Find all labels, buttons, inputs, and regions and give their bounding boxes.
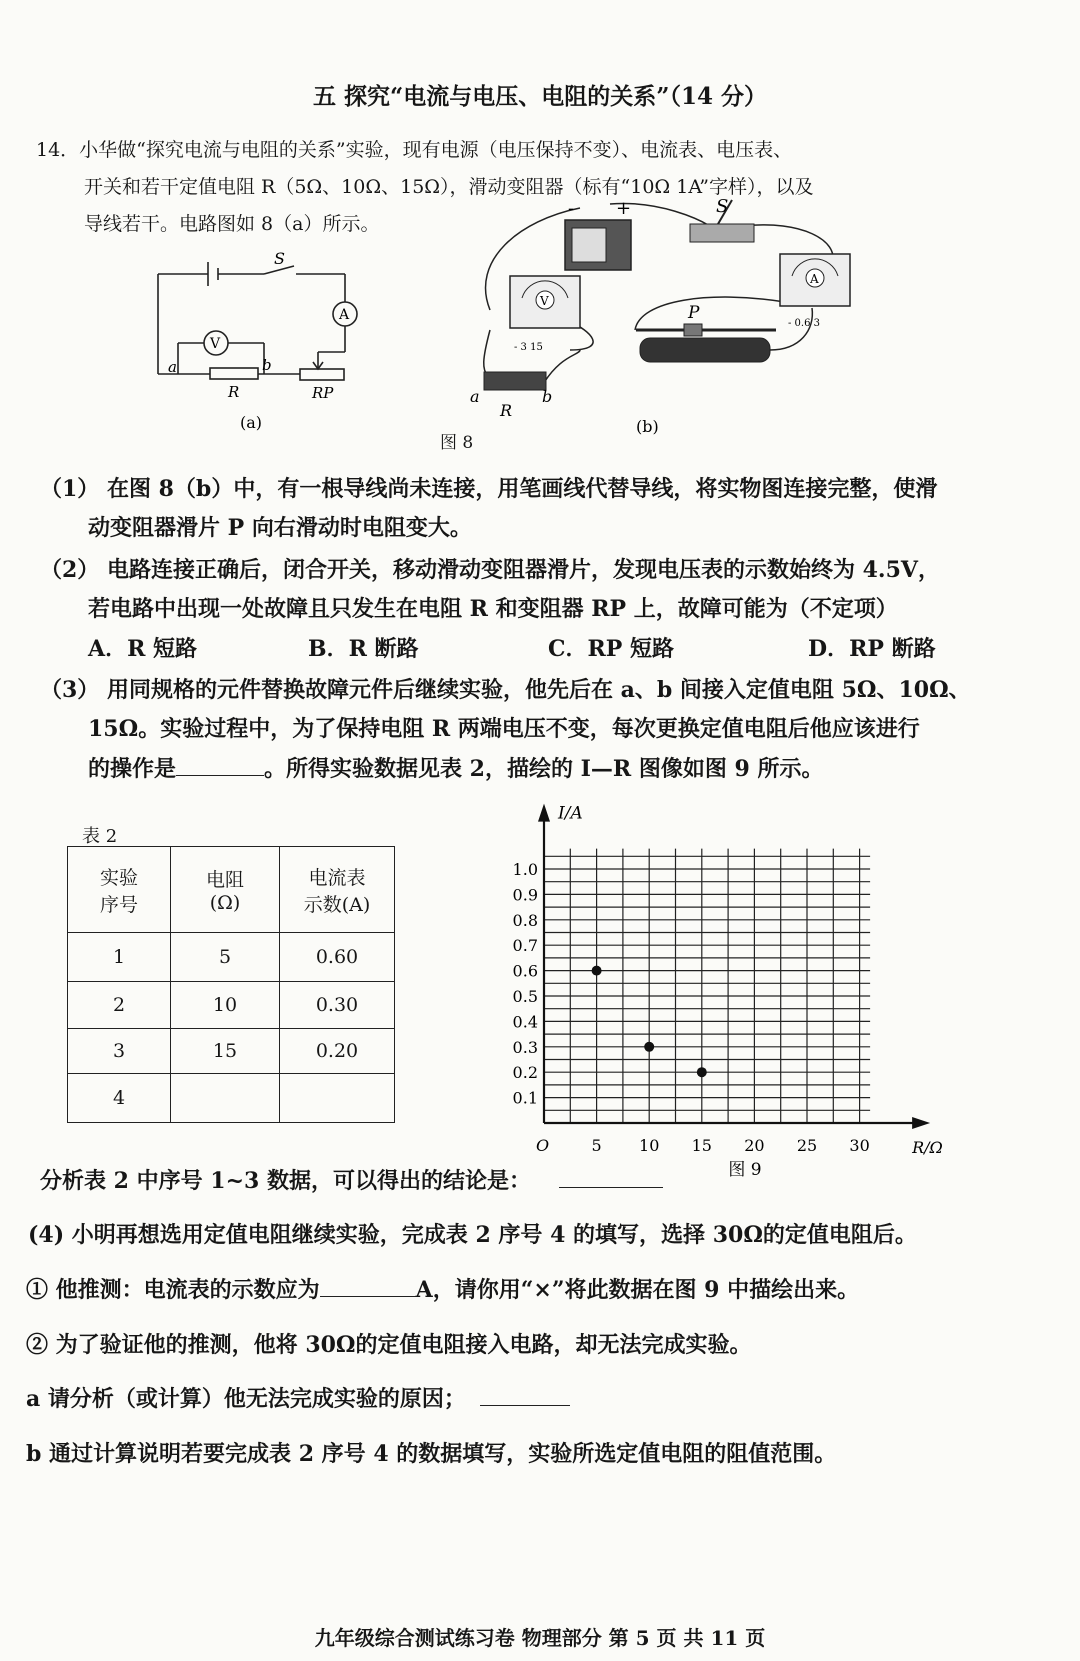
- ammeter-label-b: A: [810, 272, 819, 286]
- part4-circle-1-end: A，请你用“×”将此数据在图 9 中描绘出来。: [415, 1277, 860, 1303]
- figure-9-chart: [495, 790, 985, 1180]
- part4-line-1: (4) 小明再想选用定值电阻继续实验，完成表 2 序号 4 的填写，选择 30Ω的定值电阻后。: [28, 1222, 917, 1248]
- x-tick-label: 15: [691, 1136, 712, 1155]
- x-tick-label: 25: [796, 1136, 818, 1155]
- x-tick-label: 10: [639, 1136, 660, 1155]
- q14-line-1: 14．小华做“探究电流与电阻的关系”实验，现有电源（电压保持不变）、电流表、电压表、: [36, 139, 793, 161]
- header-current: 电流表 示数(A): [280, 847, 395, 933]
- chart-grid: [544, 849, 870, 1123]
- table-header-row: [68, 847, 395, 933]
- x-tick-label: 5: [591, 1136, 602, 1155]
- y-axis-label: I/A: [558, 803, 583, 824]
- section-title: 五 探究“电流与电压、电阻的关系”（14 分）: [313, 83, 767, 110]
- cell-trial: 4: [68, 1074, 171, 1123]
- figure-8b-caption: (b): [636, 417, 659, 436]
- option-d: D．RP 断路: [808, 636, 936, 662]
- point-a-label: a: [168, 358, 177, 376]
- analysis-text: 分析表 2 中序号 1~3 数据，可以得出的结论是：: [40, 1168, 531, 1194]
- part3-line-3: [88, 752, 824, 783]
- rheostat-icon: [640, 338, 770, 362]
- ammeter-scale: - 0.6 3: [788, 318, 821, 329]
- switch-icon: [690, 224, 754, 242]
- table-row: [68, 982, 395, 1029]
- y-tick-label: 0.8: [512, 910, 538, 930]
- ammeter-label-a: A: [339, 307, 350, 323]
- point-a-label-b: a: [470, 387, 480, 406]
- switch-label-b: S: [716, 196, 729, 217]
- answer-blank-operation[interactable]: [176, 757, 264, 776]
- point-b-label: b: [262, 356, 272, 374]
- y-tick-label: 0.3: [512, 1037, 538, 1057]
- figure-9-caption: 图 9: [728, 1160, 762, 1180]
- table-row: [68, 1029, 395, 1074]
- point-b-label-b: b: [542, 387, 553, 406]
- part1-line-1: （1） 在图 8（b）中，有一根导线尚未连接，用笔画线代替导线，将实物图连接完整，使滑: [40, 476, 938, 502]
- data-point: [644, 1042, 654, 1052]
- figure-8-label: 图 8: [440, 433, 474, 453]
- part3-line-3-start: 的操作是: [88, 756, 177, 782]
- part4-b-line: b 通过计算说明若要完成表 2 序号 4 的数据填写，实验所选定值电阻的阻值范围。: [26, 1441, 837, 1467]
- data-point: [592, 966, 602, 976]
- x-tick-label: 20: [744, 1136, 765, 1155]
- part1-line-2: 动变阻器滑片 P 向右滑动时电阻变大。: [88, 515, 472, 541]
- part4-a-line: [26, 1382, 570, 1413]
- answer-blank-reason[interactable]: [480, 1387, 570, 1406]
- y-tick-label: 1.0: [512, 860, 538, 879]
- y-tick-label: 0.4: [512, 1012, 538, 1032]
- option-c: C．RP 短路: [548, 636, 674, 662]
- page-footer: 九年级综合测试练习卷 物理部分 第 5 页 共 11 页: [314, 1626, 766, 1650]
- q14-line-2: 开关和若干定值电阻 R（5Ω、10Ω、15Ω），滑动变阻器（标有“10Ω 1A”字样），以及: [84, 176, 814, 198]
- part4-circle-1-start: ① 他推测：电流表的示数应为: [26, 1277, 320, 1303]
- option-b: B．R 断路: [308, 636, 419, 662]
- voltmeter-label-a: V: [210, 336, 221, 352]
- option-a: A．R 短路: [88, 636, 198, 662]
- y-tick-label: 0.6: [512, 961, 538, 981]
- analysis-line: [40, 1164, 663, 1195]
- part3-line-1: （3） 用同规格的元件替换故障元件后继续实验，他先后在 a、b 间接入定值电阻 5Ω、10Ω、: [40, 677, 971, 703]
- cell-trial: 3: [68, 1029, 171, 1074]
- apparatus-diagram-b: [460, 190, 880, 450]
- resistor-label-b: R: [500, 401, 513, 420]
- cell-resistance: 15: [171, 1029, 280, 1074]
- part3-line-3-end: 。所得实验数据见表 2，描绘的 I—R 图像如图 9 所示。: [264, 756, 824, 782]
- circuit-diagram-a: [140, 240, 380, 440]
- cell-trial: 2: [68, 982, 171, 1029]
- rheostat-label-a: RP: [312, 384, 334, 402]
- figure-8a-caption: (a): [240, 413, 263, 432]
- part2-line-1: （2） 电路连接正确后，闭合开关，移动滑动变阻器滑片，发现电压表的示数始终为 4.5V，: [40, 557, 940, 583]
- y-tick-label: 0.5: [512, 987, 538, 1006]
- battery-plus-label: +: [616, 198, 632, 219]
- slider-label: P: [688, 303, 700, 323]
- voltmeter-scale: - 3 15: [514, 342, 543, 353]
- table-row: [68, 933, 395, 982]
- origin-label: O: [536, 1136, 550, 1155]
- battery-minus-label: -: [568, 198, 575, 219]
- table-2-caption: 表 2: [82, 826, 118, 847]
- part3-line-2: 15Ω。实验过程中，为了保持电阻 R 两端电压不变，每次更换定值电阻后他应该进行: [88, 716, 920, 742]
- answer-blank-conclusion[interactable]: [559, 1169, 663, 1188]
- cell-resistance: 10: [171, 982, 280, 1029]
- cell-trial: 1: [68, 933, 171, 982]
- y-axis-arrow: [538, 804, 550, 822]
- voltmeter-label-b: V: [540, 294, 549, 308]
- cell-resistance-empty[interactable]: [171, 1074, 280, 1123]
- header-resistance: 电阻 (Ω): [171, 847, 280, 933]
- part2-line-2: 若电路中出现一处故障且只发生在电阻 R 和变阻器 RP 上，故障可能为（不定项）: [88, 596, 898, 622]
- y-tick-label: 0.7: [512, 936, 538, 956]
- resistor-label-a: R: [228, 383, 240, 401]
- switch-label-a: S: [274, 249, 285, 268]
- cell-current: 0.20: [280, 1029, 395, 1074]
- y-tick-label: 0.1: [512, 1088, 538, 1108]
- cell-current: 0.60: [280, 933, 395, 982]
- table-2: [67, 846, 395, 1123]
- x-tick-label: 30: [849, 1136, 870, 1155]
- answer-blank-current[interactable]: [320, 1278, 416, 1297]
- part4-a-text: a 请分析（或计算）他无法完成实验的原因；: [26, 1386, 466, 1412]
- x-axis-arrow: [912, 1117, 930, 1129]
- cell-resistance: 5: [171, 933, 280, 982]
- part4-circle-1: [26, 1273, 859, 1304]
- data-point: [697, 1067, 707, 1077]
- q14-line-3: 导线若干。电路图如 8（a）所示。: [84, 213, 380, 235]
- cell-current-empty[interactable]: [280, 1074, 395, 1123]
- header-trial: 实验 序号: [68, 847, 171, 933]
- cell-current: 0.30: [280, 982, 395, 1029]
- resistor-icon: [484, 372, 546, 390]
- y-tick-label: 0.2: [512, 1063, 538, 1083]
- x-axis-label: R/Ω: [912, 1138, 943, 1157]
- y-tick-label: 0.9: [512, 885, 538, 905]
- part4-circle-2: ② 为了验证他的推测，他将 30Ω的定值电阻接入电路，却无法完成实验。: [26, 1332, 752, 1358]
- table-row: [68, 1074, 395, 1123]
